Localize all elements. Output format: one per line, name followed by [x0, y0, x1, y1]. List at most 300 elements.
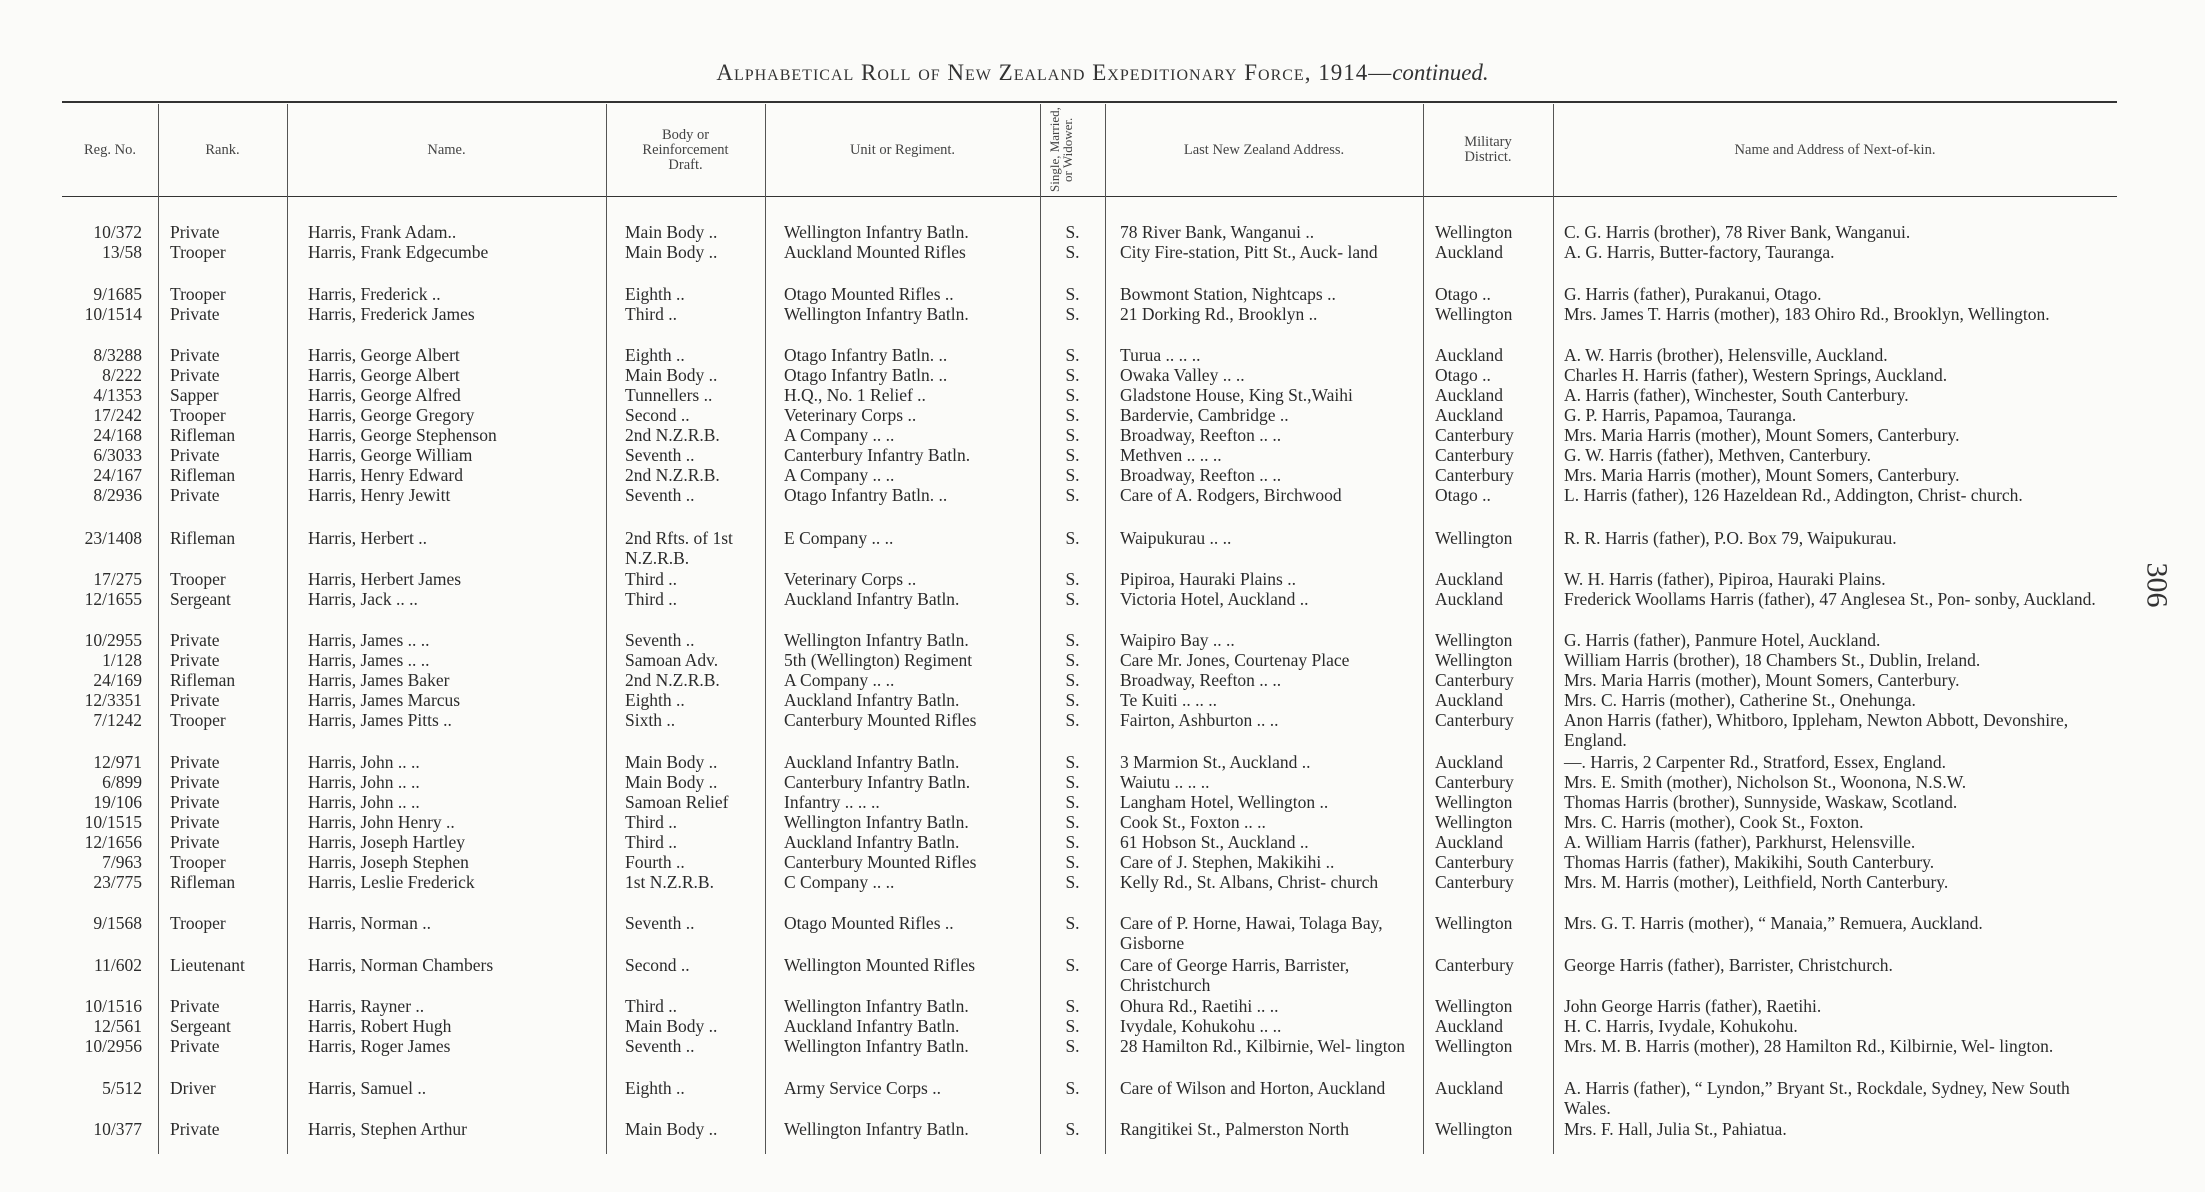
row-district: Auckland — [1435, 1016, 1504, 1036]
row-rank: Rifleman — [170, 465, 236, 485]
row-body: 2nd Rfts. of 1st N.Z.R.B. — [625, 528, 733, 568]
row-unit: Wellington Infantry Batln. — [784, 304, 969, 324]
row-address: 21 Dorking Rd., Brooklyn .. — [1120, 304, 1318, 324]
row-district: Auckland — [1435, 569, 1504, 589]
row-district: Wellington — [1435, 1119, 1513, 1139]
row-district: Otago .. — [1435, 284, 1491, 304]
row-kin: George Harris (father), Barrister, Christchurch. — [1564, 955, 1893, 975]
row-reg: 24/168 — [93, 425, 142, 445]
row-district: Canterbury — [1435, 852, 1514, 872]
row-body: Seventh .. — [625, 913, 695, 933]
row-name: Harris, Herbert .. — [308, 528, 428, 548]
row-district: Otago .. — [1435, 365, 1491, 385]
row-unit: Otago Infantry Batln. .. — [784, 345, 948, 365]
row-unit: Wellington Infantry Batln. — [784, 1119, 969, 1139]
row-status: S. — [1065, 485, 1080, 505]
row-reg: 12/1655 — [84, 589, 142, 609]
row-kin: Mrs. C. Harris (mother), Catherine St., Onehunga. — [1564, 690, 1916, 710]
row-rank: Private — [170, 690, 220, 710]
row-reg: 10/372 — [93, 222, 142, 242]
row-status: S. — [1065, 1036, 1080, 1056]
row-body: 2nd N.Z.R.B. — [625, 670, 720, 690]
row-unit: Canterbury Mounted Rifles — [784, 852, 977, 872]
row-kin: C. G. Harris (brother), 78 River Bank, Wanganui. — [1564, 222, 1911, 242]
row-status: S. — [1065, 996, 1080, 1016]
row-address: Care of A. Rodgers, Birchwood — [1120, 485, 1342, 505]
row-body: Fourth .. — [625, 852, 685, 872]
column-divider — [1040, 104, 1041, 1154]
row-kin: Mrs. F. Hall, Julia St., Pahiatua. — [1564, 1119, 1787, 1139]
header-unit: Unit or Regiment. — [849, 141, 956, 158]
row-body: Third .. — [625, 569, 678, 589]
row-district: Canterbury — [1435, 955, 1514, 975]
row-address: Owaka Valley .. .. — [1120, 365, 1245, 385]
row-reg: 5/512 — [102, 1078, 142, 1098]
column-divider — [1105, 104, 1106, 1154]
row-unit: E Company .. .. — [784, 528, 894, 548]
row-rank: Sergeant — [170, 589, 231, 609]
row-address: Rangitikei St., Palmerston North — [1120, 1119, 1349, 1139]
row-body: Samoan Adv. — [625, 650, 719, 670]
row-name: Harris, John .. .. — [308, 752, 420, 772]
row-status: S. — [1065, 772, 1080, 792]
row-unit: Auckland Infantry Batln. — [784, 589, 960, 609]
row-address: Care of George Harris, Barrister, Christchurch — [1120, 955, 1350, 995]
row-unit: Auckland Infantry Batln. — [784, 832, 960, 852]
row-address: 78 River Bank, Wanganui .. — [1120, 222, 1315, 242]
row-status: S. — [1065, 690, 1080, 710]
row-kin: William Harris (brother), 18 Chambers St., Dublin, Ireland. — [1564, 650, 1981, 670]
row-body: Third .. — [625, 304, 678, 324]
column-divider — [158, 104, 159, 1154]
row-rank: Rifleman — [170, 425, 236, 445]
row-unit: Auckland Mounted Rifles — [784, 242, 966, 262]
row-rank: Private — [170, 832, 220, 852]
row-rank: Private — [170, 222, 220, 242]
row-status: S. — [1065, 528, 1080, 548]
row-status: S. — [1065, 242, 1080, 262]
row-name: Harris, Frank Adam.. — [308, 222, 457, 242]
row-unit: H.Q., No. 1 Relief .. — [784, 385, 926, 405]
row-status: S. — [1065, 710, 1080, 730]
row-district: Canterbury — [1435, 425, 1514, 445]
row-name: Harris, James Pitts .. — [308, 710, 452, 730]
row-body: Samoan Relief — [625, 792, 729, 812]
header-reg-no: Reg. No. — [84, 141, 136, 158]
row-kin: G. Harris (father), Purakanui, Otago. — [1564, 284, 1822, 304]
row-rank: Rifleman — [170, 872, 236, 892]
row-address: Ohura Rd., Raetihi .. .. — [1120, 996, 1279, 1016]
row-reg: 24/167 — [93, 465, 142, 485]
row-district: Wellington — [1435, 222, 1513, 242]
row-reg: 8/222 — [102, 365, 142, 385]
row-body: Seventh .. — [625, 1036, 695, 1056]
header-rank: Rank. — [205, 141, 240, 158]
row-rank: Rifleman — [170, 670, 236, 690]
row-body: Eighth .. — [625, 690, 685, 710]
row-status: S. — [1065, 425, 1080, 445]
row-kin: Charles H. Harris (father), Western Springs, Auckland. — [1564, 365, 1948, 385]
row-district: Wellington — [1435, 792, 1513, 812]
row-unit: A Company .. .. — [784, 670, 895, 690]
row-kin: A. William Harris (father), Parkhurst, Helensville. — [1564, 832, 1916, 852]
row-status: S. — [1065, 222, 1080, 242]
row-status: S. — [1065, 445, 1080, 465]
row-unit: Veterinary Corps .. — [784, 569, 917, 589]
row-kin: John George Harris (father), Raetihi. — [1564, 996, 1822, 1016]
row-address: Care of P. Horne, Hawai, Tolaga Bay, Gisborne — [1120, 913, 1383, 953]
row-address: Langham Hotel, Wellington .. — [1120, 792, 1329, 812]
header-district: Military District. — [1464, 134, 1512, 165]
column-divider — [1553, 104, 1554, 1154]
row-unit: Canterbury Infantry Batln. — [784, 445, 971, 465]
row-rank: Trooper — [170, 710, 226, 730]
row-body: Main Body .. — [625, 772, 718, 792]
page-title — [0, 60, 2205, 86]
row-name: Harris, George Alfred — [308, 385, 461, 405]
row-kin: Anon Harris (father), Whitboro, Ippleham, Newton Abbott, Devonshire, England. — [1564, 710, 2069, 750]
row-name: Harris, Herbert James — [308, 569, 462, 589]
row-district: Auckland — [1435, 832, 1504, 852]
row-name: Harris, George Stephenson — [308, 425, 497, 445]
row-reg: 8/3288 — [93, 345, 142, 365]
row-district: Auckland — [1435, 242, 1504, 262]
row-district: Wellington — [1435, 304, 1513, 324]
row-district: Auckland — [1435, 589, 1504, 609]
row-reg: 4/1353 — [93, 385, 142, 405]
row-status: S. — [1065, 385, 1080, 405]
row-body: Third .. — [625, 832, 678, 852]
row-reg: 17/242 — [93, 405, 142, 425]
row-body: Eighth .. — [625, 345, 685, 365]
header-rule — [62, 196, 2117, 197]
row-body: Main Body .. — [625, 222, 718, 242]
row-name: Harris, Stephen Arthur — [308, 1119, 467, 1139]
row-status: S. — [1065, 405, 1080, 425]
page-number: 306 — [2140, 562, 2174, 608]
row-name: Harris, John Henry .. — [308, 812, 455, 832]
row-address: 28 Hamilton Rd., Kilbirnie, Wel- lington — [1120, 1036, 1406, 1056]
title-main: Alphabetical Roll of New Zealand Expeditionary Force, 1914— — [716, 60, 1393, 85]
row-kin: Frederick Woollams Harris (father), 47 Anglesea St., Pon- sonby, Auckland. — [1564, 589, 2096, 609]
row-address: Victoria Hotel, Auckland .. — [1120, 589, 1309, 609]
column-divider — [1423, 104, 1424, 1154]
row-reg: 11/602 — [94, 955, 142, 975]
row-kin: R. R. Harris (father), P.O. Box 79, Waipukurau. — [1564, 528, 1897, 548]
row-name: Harris, Rayner .. — [308, 996, 425, 1016]
row-district: Wellington — [1435, 996, 1513, 1016]
row-district: Canterbury — [1435, 670, 1514, 690]
row-reg: 17/275 — [93, 569, 142, 589]
row-kin: Mrs. M. B. Harris (mother), 28 Hamilton Rd., Kilbirnie, Wel- lington. — [1564, 1036, 2054, 1056]
row-body: Seventh .. — [625, 630, 695, 650]
row-address: Waiutu .. .. .. — [1120, 772, 1210, 792]
row-kin: L. Harris (father), 126 Hazeldean Rd., Addington, Christ- church. — [1564, 485, 2023, 505]
row-rank: Lieutenant — [170, 955, 245, 975]
row-rank: Private — [170, 792, 220, 812]
row-kin: Mrs. G. T. Harris (mother), “ Manaia,” Remuera, Auckland. — [1564, 913, 1983, 933]
row-reg: 10/2955 — [84, 630, 142, 650]
row-kin: A. G. Harris, Butter-factory, Tauranga. — [1564, 242, 1835, 262]
row-reg: 12/561 — [93, 1016, 142, 1036]
row-status: S. — [1065, 284, 1080, 304]
row-district: Otago .. — [1435, 485, 1491, 505]
row-body: Main Body .. — [625, 1119, 718, 1139]
row-name: Harris, George Albert — [308, 365, 460, 385]
row-unit: Otago Mounted Rifles .. — [784, 913, 954, 933]
row-name: Harris, John .. .. — [308, 772, 420, 792]
row-rank: Private — [170, 1036, 220, 1056]
row-name: Harris, Henry Edward — [308, 465, 464, 485]
row-name: Harris, Joseph Hartley — [308, 832, 465, 852]
row-rank: Sapper — [170, 385, 219, 405]
row-reg: 7/1242 — [93, 710, 142, 730]
row-address: Care Mr. Jones, Courtenay Place — [1120, 650, 1350, 670]
row-unit: Wellington Infantry Batln. — [784, 996, 969, 1016]
row-unit: C Company .. .. — [784, 872, 895, 892]
row-district: Auckland — [1435, 405, 1504, 425]
row-kin: H. C. Harris, Ivydale, Kohukohu. — [1564, 1016, 1798, 1036]
row-name: Harris, Robert Hugh — [308, 1016, 452, 1036]
row-name: Harris, George Albert — [308, 345, 460, 365]
row-kin: Mrs. M. Harris (mother), Leithfield, North Canterbury. — [1564, 872, 1949, 892]
row-body: Main Body .. — [625, 752, 718, 772]
row-reg: 1/128 — [102, 650, 142, 670]
row-kin: Thomas Harris (brother), Sunnyside, Waskaw, Scotland. — [1564, 792, 1958, 812]
row-name: Harris, James .. .. — [308, 650, 430, 670]
row-body: Main Body .. — [625, 365, 718, 385]
row-district: Canterbury — [1435, 465, 1514, 485]
row-kin: G. Harris (father), Panmure Hotel, Auckland. — [1564, 630, 1881, 650]
row-district: Wellington — [1435, 528, 1513, 548]
row-reg: 12/1656 — [84, 832, 142, 852]
row-address: Kelly Rd., St. Albans, Christ- church — [1120, 872, 1379, 892]
row-unit: Canterbury Infantry Batln. — [784, 772, 971, 792]
row-rank: Trooper — [170, 852, 226, 872]
row-unit: Otago Infantry Batln. .. — [784, 485, 948, 505]
row-kin: Mrs. Maria Harris (mother), Mount Somers, Canterbury. — [1564, 425, 1960, 445]
row-address: Pipiroa, Hauraki Plains .. — [1120, 569, 1296, 589]
row-address: Care of Wilson and Horton, Auckland — [1120, 1078, 1386, 1098]
row-kin: Mrs. E. Smith (mother), Nicholson St., Woonona, N.S.W. — [1564, 772, 1967, 792]
row-address: Te Kuiti .. .. .. — [1120, 690, 1217, 710]
row-name: Harris, Frederick .. — [308, 284, 441, 304]
row-rank: Driver — [170, 1078, 216, 1098]
row-address: Care of J. Stephen, Makikihi .. — [1120, 852, 1335, 872]
row-name: Harris, John .. .. — [308, 792, 420, 812]
row-status: S. — [1065, 1078, 1080, 1098]
row-body: Main Body .. — [625, 242, 718, 262]
row-body: Eighth .. — [625, 1078, 685, 1098]
row-rank: Private — [170, 996, 220, 1016]
row-rank: Private — [170, 365, 220, 385]
row-reg: 8/2936 — [93, 485, 142, 505]
row-name: Harris, Leslie Frederick — [308, 872, 475, 892]
row-address: City Fire-station, Pitt St., Auck- land — [1120, 242, 1378, 262]
row-status: S. — [1065, 832, 1080, 852]
row-status: S. — [1065, 365, 1080, 385]
row-name: Harris, Roger James — [308, 1036, 451, 1056]
row-kin: Mrs. James T. Harris (mother), 183 Ohiro Rd., Brooklyn, Wellington. — [1564, 304, 2050, 324]
row-address: 3 Marmion St., Auckland .. — [1120, 752, 1311, 772]
row-unit: Wellington Mounted Rifles — [784, 955, 976, 975]
row-rank: Private — [170, 304, 220, 324]
row-name: Harris, Joseph Stephen — [308, 852, 469, 872]
row-body: Main Body .. — [625, 1016, 718, 1036]
row-body: Third .. — [625, 589, 678, 609]
row-rank: Private — [170, 752, 220, 772]
row-rank: Private — [170, 650, 220, 670]
row-unit: Wellington Infantry Batln. — [784, 1036, 969, 1056]
row-address: Broadway, Reefton .. .. — [1120, 465, 1282, 485]
header-address: Last New Zealand Address. — [1183, 141, 1345, 158]
row-status: S. — [1065, 465, 1080, 485]
row-name: Harris, Frederick James — [308, 304, 475, 324]
row-status: S. — [1065, 913, 1080, 933]
row-body: Seventh .. — [625, 445, 695, 465]
row-reg: 10/377 — [93, 1119, 142, 1139]
row-status: S. — [1065, 345, 1080, 365]
column-divider — [765, 104, 766, 1154]
row-rank: Private — [170, 812, 220, 832]
row-status: S. — [1065, 304, 1080, 324]
row-reg: 10/1516 — [84, 996, 142, 1016]
row-district: Auckland — [1435, 345, 1504, 365]
row-status: S. — [1065, 852, 1080, 872]
row-unit: Wellington Infantry Batln. — [784, 222, 969, 242]
row-body: Tunnellers .. — [625, 385, 713, 405]
row-name: Harris, Jack .. .. — [308, 589, 418, 609]
row-rank: Trooper — [170, 284, 226, 304]
row-address: Broadway, Reefton .. .. — [1120, 670, 1282, 690]
header-status: Single, Married, or Widower. — [1046, 107, 1075, 193]
row-name: Harris, Henry Jewitt — [308, 485, 451, 505]
row-reg: 24/169 — [93, 670, 142, 690]
row-body: Sixth .. — [625, 710, 676, 730]
row-name: Harris, James Baker — [308, 670, 450, 690]
row-kin: W. H. Harris (father), Pipiroa, Hauraki Plains. — [1564, 569, 1886, 589]
row-body: Seventh .. — [625, 485, 695, 505]
row-kin: Thomas Harris (father), Makikihi, South Canterbury. — [1564, 852, 1935, 872]
row-reg: 12/971 — [93, 752, 142, 772]
row-unit: Wellington Infantry Batln. — [784, 812, 969, 832]
row-district: Wellington — [1435, 812, 1513, 832]
row-kin: G. W. Harris (father), Methven, Canterbury. — [1564, 445, 1871, 465]
header-name: Name. — [427, 141, 466, 158]
row-name: Harris, George Gregory — [308, 405, 475, 425]
row-unit: Auckland Infantry Batln. — [784, 1016, 960, 1036]
row-status: S. — [1065, 812, 1080, 832]
row-body: Second .. — [625, 405, 690, 425]
title-continued: continued. — [1392, 60, 1489, 85]
row-rank: Private — [170, 630, 220, 650]
row-address: Methven .. .. .. — [1120, 445, 1222, 465]
row-reg: 10/1514 — [84, 304, 142, 324]
row-address: Fairton, Ashburton .. .. — [1120, 710, 1279, 730]
row-unit: Otago Infantry Batln. .. — [784, 365, 948, 385]
row-kin: —. Harris, 2 Carpenter Rd., Stratford, Essex, England. — [1564, 752, 1947, 772]
row-body: Second .. — [625, 955, 690, 975]
header-next-of-kin: Name and Address of Next-of-kin. — [1734, 141, 1936, 158]
row-district: Auckland — [1435, 690, 1504, 710]
row-address: Ivydale, Kohukohu .. .. — [1120, 1016, 1282, 1036]
row-reg: 10/2956 — [84, 1036, 142, 1056]
row-kin: G. P. Harris, Papamoa, Tauranga. — [1564, 405, 1797, 425]
row-address: Waipiro Bay .. .. — [1120, 630, 1235, 650]
row-body: Third .. — [625, 812, 678, 832]
row-rank: Trooper — [170, 569, 226, 589]
row-district: Auckland — [1435, 752, 1504, 772]
row-rank: Private — [170, 772, 220, 792]
row-status: S. — [1065, 752, 1080, 772]
row-name: Harris, Samuel .. — [308, 1078, 427, 1098]
row-rank: Rifleman — [170, 528, 236, 548]
row-district: Canterbury — [1435, 872, 1514, 892]
row-status: S. — [1065, 1016, 1080, 1036]
row-district: Canterbury — [1435, 710, 1514, 730]
row-unit: Army Service Corps .. — [784, 1078, 941, 1098]
row-district: Canterbury — [1435, 772, 1514, 792]
row-unit: Canterbury Mounted Rifles — [784, 710, 977, 730]
row-reg: 19/106 — [93, 792, 142, 812]
row-reg: 23/775 — [93, 872, 142, 892]
row-unit: Wellington Infantry Batln. — [784, 630, 969, 650]
row-reg: 23/1408 — [84, 528, 142, 548]
row-reg: 7/963 — [102, 852, 142, 872]
row-rank: Trooper — [170, 913, 226, 933]
row-unit: 5th (Wellington) Regiment — [784, 650, 973, 670]
row-address: Cook St., Foxton .. .. — [1120, 812, 1266, 832]
row-district: Auckland — [1435, 385, 1504, 405]
row-unit: A Company .. .. — [784, 465, 895, 485]
row-address: Gladstone House, King St.,Waihi — [1120, 385, 1353, 405]
row-name: Harris, Norman .. — [308, 913, 431, 933]
row-body: Third .. — [625, 996, 678, 1016]
row-reg: 10/1515 — [84, 812, 142, 832]
row-address: 61 Hobson St., Auckland .. — [1120, 832, 1309, 852]
row-body: 1st N.Z.R.B. — [625, 872, 714, 892]
row-address: Broadway, Reefton .. .. — [1120, 425, 1282, 445]
row-kin: Mrs. Maria Harris (mother), Mount Somers, Canterbury. — [1564, 465, 1960, 485]
row-rank: Private — [170, 485, 220, 505]
row-rank: Trooper — [170, 242, 226, 262]
row-district: Auckland — [1435, 1078, 1504, 1098]
row-address: Bowmont Station, Nightcaps .. — [1120, 284, 1336, 304]
row-unit: Veterinary Corps .. — [784, 405, 917, 425]
row-unit: Auckland Infantry Batln. — [784, 752, 960, 772]
row-status: S. — [1065, 589, 1080, 609]
column-divider — [287, 104, 288, 1154]
row-name: Harris, Frank Edgecumbe — [308, 242, 489, 262]
top-rule — [62, 101, 2117, 103]
row-body: Eighth .. — [625, 284, 685, 304]
row-body: 2nd N.Z.R.B. — [625, 425, 720, 445]
row-status: S. — [1065, 872, 1080, 892]
row-name: Harris, James .. .. — [308, 630, 430, 650]
row-district: Wellington — [1435, 630, 1513, 650]
row-rank: Private — [170, 1119, 220, 1139]
row-district: Wellington — [1435, 913, 1513, 933]
row-rank: Private — [170, 445, 220, 465]
row-status: S. — [1065, 1119, 1080, 1139]
row-rank: Trooper — [170, 405, 226, 425]
row-name: Harris, George William — [308, 445, 473, 465]
header-body-draft: Body or Reinforcement Draft. — [642, 126, 729, 173]
row-reg: 9/1568 — [93, 913, 142, 933]
row-unit: Auckland Infantry Batln. — [784, 690, 960, 710]
row-district: Wellington — [1435, 1036, 1513, 1056]
row-body: 2nd N.Z.R.B. — [625, 465, 720, 485]
